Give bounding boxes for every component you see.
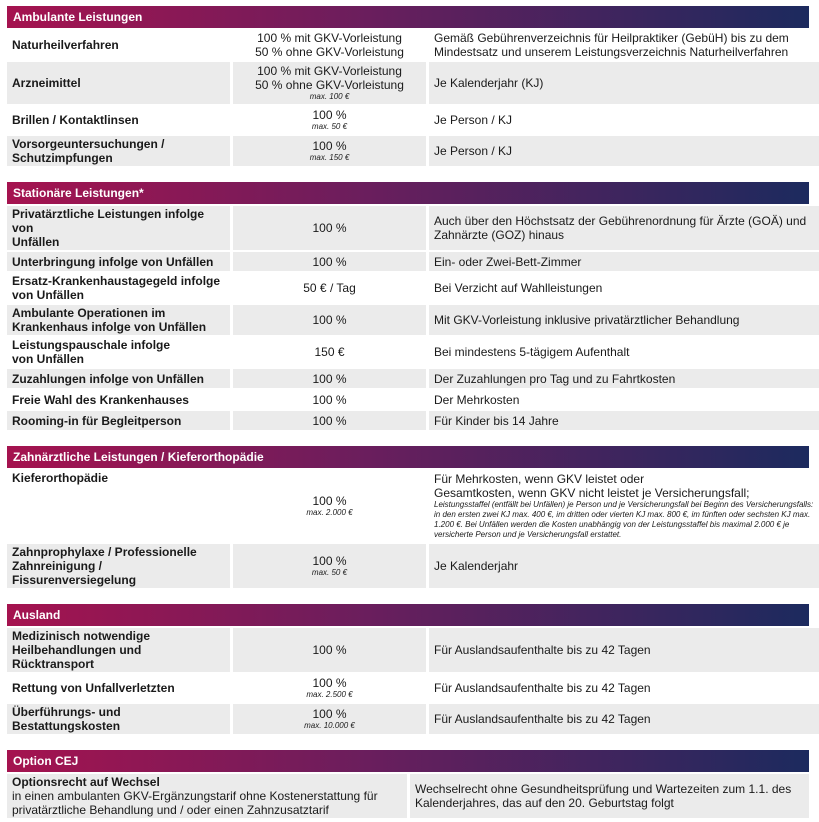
benefit-value	[230, 468, 426, 542]
table-row	[7, 250, 819, 271]
benefit-description: Je Person / KJ	[426, 104, 819, 134]
section-gap	[7, 734, 809, 750]
max-amount: max. 150 €	[309, 153, 350, 162]
max-amount: max. 50 €	[311, 568, 348, 577]
name-line: Überführungs- und	[12, 705, 121, 719]
max-amount: max. 100 €	[309, 92, 350, 101]
name-line: Optionsrecht auf Wechsel	[12, 775, 160, 789]
desc-line: Zahnärzte (GOZ) hinaus	[434, 228, 565, 242]
fine-print: Leistungsstaffel (entfällt bei Unfällen) je Person und je Versicherungsfall bei Beginn des Versicherungsfalls: in den ersten zwei KJ max. 400 €, im dritten oder vierten KJ max. 800 €, im fünften oder sechsten KJ max. 1.200 €. Bei Unfällen werden die Kosten unabhängig von der Leistungsstaffel bis maximal 2.000 € je versicherte Person und je Versicherungsfall erstattet.	[434, 500, 814, 539]
table-row	[7, 542, 819, 588]
section-header-option: Option CEJ	[7, 750, 809, 772]
desc-line: Mindestsatz und unserem Leistungsverzeichnis Naturheilverfahren	[434, 45, 789, 59]
max-amount: max. 10.000 €	[304, 721, 355, 730]
name-line: Vorsorgeuntersuchungen /	[12, 137, 165, 151]
benefit-name: Rettung von Unfallverletzten	[7, 672, 230, 702]
value-line: 50 % ohne GKV-Vorleistung	[255, 45, 404, 59]
value-line: 100 %	[312, 108, 347, 122]
benefit-description	[426, 204, 819, 250]
table-row	[7, 204, 819, 250]
desc-line: Auch über den Höchstsatz der Gebührenordnung für Ärzte (GOÄ) und	[434, 214, 807, 228]
benefit-name: Arzneimittel	[7, 60, 230, 104]
name-line: Bestattungskosten	[12, 719, 121, 733]
benefit-name: Brillen / Kontaktlinsen	[7, 104, 230, 134]
benefit-value	[230, 542, 426, 588]
name-line: Unfällen	[12, 235, 60, 249]
section-header-zahn: Zahnärztliche Leistungen / Kieferorthopädie	[7, 446, 809, 468]
benefit-description: Der Mehrkosten	[426, 388, 819, 409]
table-stationaer	[7, 204, 819, 430]
section-header-ambulant: Ambulante Leistungen	[7, 6, 809, 28]
value-line: 100 %	[312, 554, 347, 568]
benefit-value	[230, 134, 426, 166]
name-line: Privatärztliche Leistungen infolge von	[12, 207, 205, 235]
benefit-value: 50 € / Tag	[230, 271, 426, 303]
value-line: 100 %	[312, 494, 347, 508]
table-row	[7, 60, 819, 104]
benefit-name	[7, 271, 230, 303]
benefit-value	[230, 672, 426, 702]
value-line: 100 %	[312, 707, 347, 721]
section-ambulant	[7, 6, 809, 166]
section-option	[7, 750, 809, 818]
benefit-description	[407, 772, 809, 818]
name-line: von Unfällen	[12, 352, 85, 366]
desc-line: Gesamtkosten, wenn GKV nicht leistet je Versicherungsfall;	[434, 486, 750, 500]
table-ambulant	[7, 28, 819, 166]
desc-line: Gemäß Gebührenverzeichnis für Heilpraktiker (GebüH) bis zu dem	[434, 31, 789, 45]
benefit-value: 100 %	[230, 250, 426, 271]
benefit-value: 100 %	[230, 626, 426, 672]
table-row	[7, 409, 819, 430]
benefit-value: 100 %	[230, 367, 426, 388]
value-line: 100 % mit GKV-Vorleistung	[257, 64, 402, 78]
benefit-description: Für Auslandsaufenthalte bis zu 42 Tagen	[426, 672, 819, 702]
name-subline: privatärztliche Behandlung und / oder einen Zahnzusatztarif	[12, 803, 329, 817]
desc-line: Für Mehrkosten, wenn GKV leistet oder	[434, 472, 645, 486]
name-line: Krankenhaus infolge von Unfällen	[12, 320, 207, 334]
name-subline: in einen ambulanten GKV-Ergänzungstarif ohne Kostenerstattung für	[12, 789, 378, 803]
max-amount: max. 50 €	[311, 122, 348, 131]
table-row	[7, 672, 819, 702]
benefit-name: Naturheilverfahren	[7, 28, 230, 60]
benefit-description: Bei Verzicht auf Wahlleistungen	[426, 271, 819, 303]
table-row	[7, 702, 819, 734]
name-line: Medizinisch notwendige	[12, 629, 151, 643]
desc-line: Kalenderjahres, das auf den 20. Geburtstag folgt	[414, 796, 674, 810]
table-row	[7, 626, 819, 672]
benefit-value	[230, 702, 426, 734]
name-line: Zahnreinigung / Fissurenversiegelung	[12, 559, 137, 587]
benefit-name	[7, 702, 230, 734]
benefit-name	[7, 134, 230, 166]
benefit-name: Freie Wahl des Krankenhauses	[7, 388, 230, 409]
benefit-name	[7, 772, 407, 818]
table-zahn	[7, 468, 819, 588]
benefit-description: Je Kalenderjahr	[426, 542, 819, 588]
table-row	[7, 28, 819, 60]
benefit-value: 150 €	[230, 335, 426, 367]
table-ausland	[7, 626, 819, 734]
benefit-description: Für Auslandsaufenthalte bis zu 42 Tagen	[426, 626, 819, 672]
table-row	[7, 104, 819, 134]
benefit-description	[426, 28, 819, 60]
table-row	[7, 772, 809, 818]
benefit-description	[426, 468, 819, 542]
name-line: Leistungspauschale infolge	[12, 338, 171, 352]
table-row	[7, 367, 819, 388]
benefits-table	[7, 6, 814, 818]
section-ausland	[7, 604, 809, 734]
benefit-value	[230, 60, 426, 104]
name-line: Ersatz-Krankenhaustagegeld infolge	[12, 274, 221, 288]
benefit-name: Unterbringung infolge von Unfällen	[7, 250, 230, 271]
section-header-ausland: Ausland	[7, 604, 809, 626]
benefit-value	[230, 104, 426, 134]
name-line: Schutzimpfungen	[12, 151, 113, 165]
table-row	[7, 271, 819, 303]
section-header-stationaer: Stationäre Leistungen*	[7, 182, 809, 204]
benefit-value	[230, 28, 426, 60]
value-line: 50 % ohne GKV-Vorleistung	[255, 78, 404, 92]
table-row	[7, 303, 819, 335]
benefit-name	[7, 335, 230, 367]
benefit-description: Je Kalenderjahr (KJ)	[426, 60, 819, 104]
desc-line: Wechselrecht ohne Gesundheitsprüfung und Wartezeiten zum 1.1. des	[414, 782, 792, 796]
benefit-description: Für Kinder bis 14 Jahre	[426, 409, 819, 430]
benefit-description: Für Auslandsaufenthalte bis zu 42 Tagen	[426, 702, 819, 734]
benefit-value: 100 %	[230, 409, 426, 430]
max-amount: max. 2.000 €	[306, 508, 353, 517]
name-line: Heilbehandlungen und Rücktransport	[12, 643, 142, 671]
benefit-value: 100 %	[230, 303, 426, 335]
max-amount: max. 2.500 €	[306, 690, 353, 699]
value-line: 100 %	[312, 139, 347, 153]
name-line: von Unfällen	[12, 288, 85, 302]
table-row	[7, 388, 819, 409]
benefit-value: 100 %	[230, 388, 426, 409]
benefit-description: Je Person / KJ	[426, 134, 819, 166]
benefit-description: Mit GKV-Vorleistung inklusive privatärztlicher Behandlung	[426, 303, 819, 335]
benefit-description: Bei mindestens 5-tägigem Aufenthalt	[426, 335, 819, 367]
section-zahn	[7, 446, 814, 588]
table-row	[7, 134, 819, 166]
benefit-name	[7, 303, 230, 335]
table-row	[7, 335, 819, 367]
table-option	[7, 772, 809, 818]
benefit-description: Ein- oder Zwei-Bett-Zimmer	[426, 250, 819, 271]
benefit-name	[7, 542, 230, 588]
section-stationaer	[7, 182, 809, 430]
value-line: 100 %	[312, 676, 347, 690]
value-line: 100 % mit GKV-Vorleistung	[257, 31, 402, 45]
benefit-name	[7, 626, 230, 672]
section-gap	[7, 166, 809, 182]
table-row	[7, 468, 819, 542]
section-gap	[7, 430, 809, 446]
section-gap	[7, 588, 809, 604]
benefit-description: Der Zuzahlungen pro Tag und zu Fahrtkosten	[426, 367, 819, 388]
benefit-name	[7, 204, 230, 250]
name-line: Ambulante Operationen im	[12, 306, 166, 320]
benefit-name: Zuzahlungen infolge von Unfällen	[7, 367, 230, 388]
benefit-name: Kieferorthopädie	[7, 468, 230, 542]
benefit-name: Rooming-in für Begleitperson	[7, 409, 230, 430]
name-line: Zahnprophylaxe / Professionelle	[12, 545, 197, 559]
benefit-value: 100 %	[230, 204, 426, 250]
